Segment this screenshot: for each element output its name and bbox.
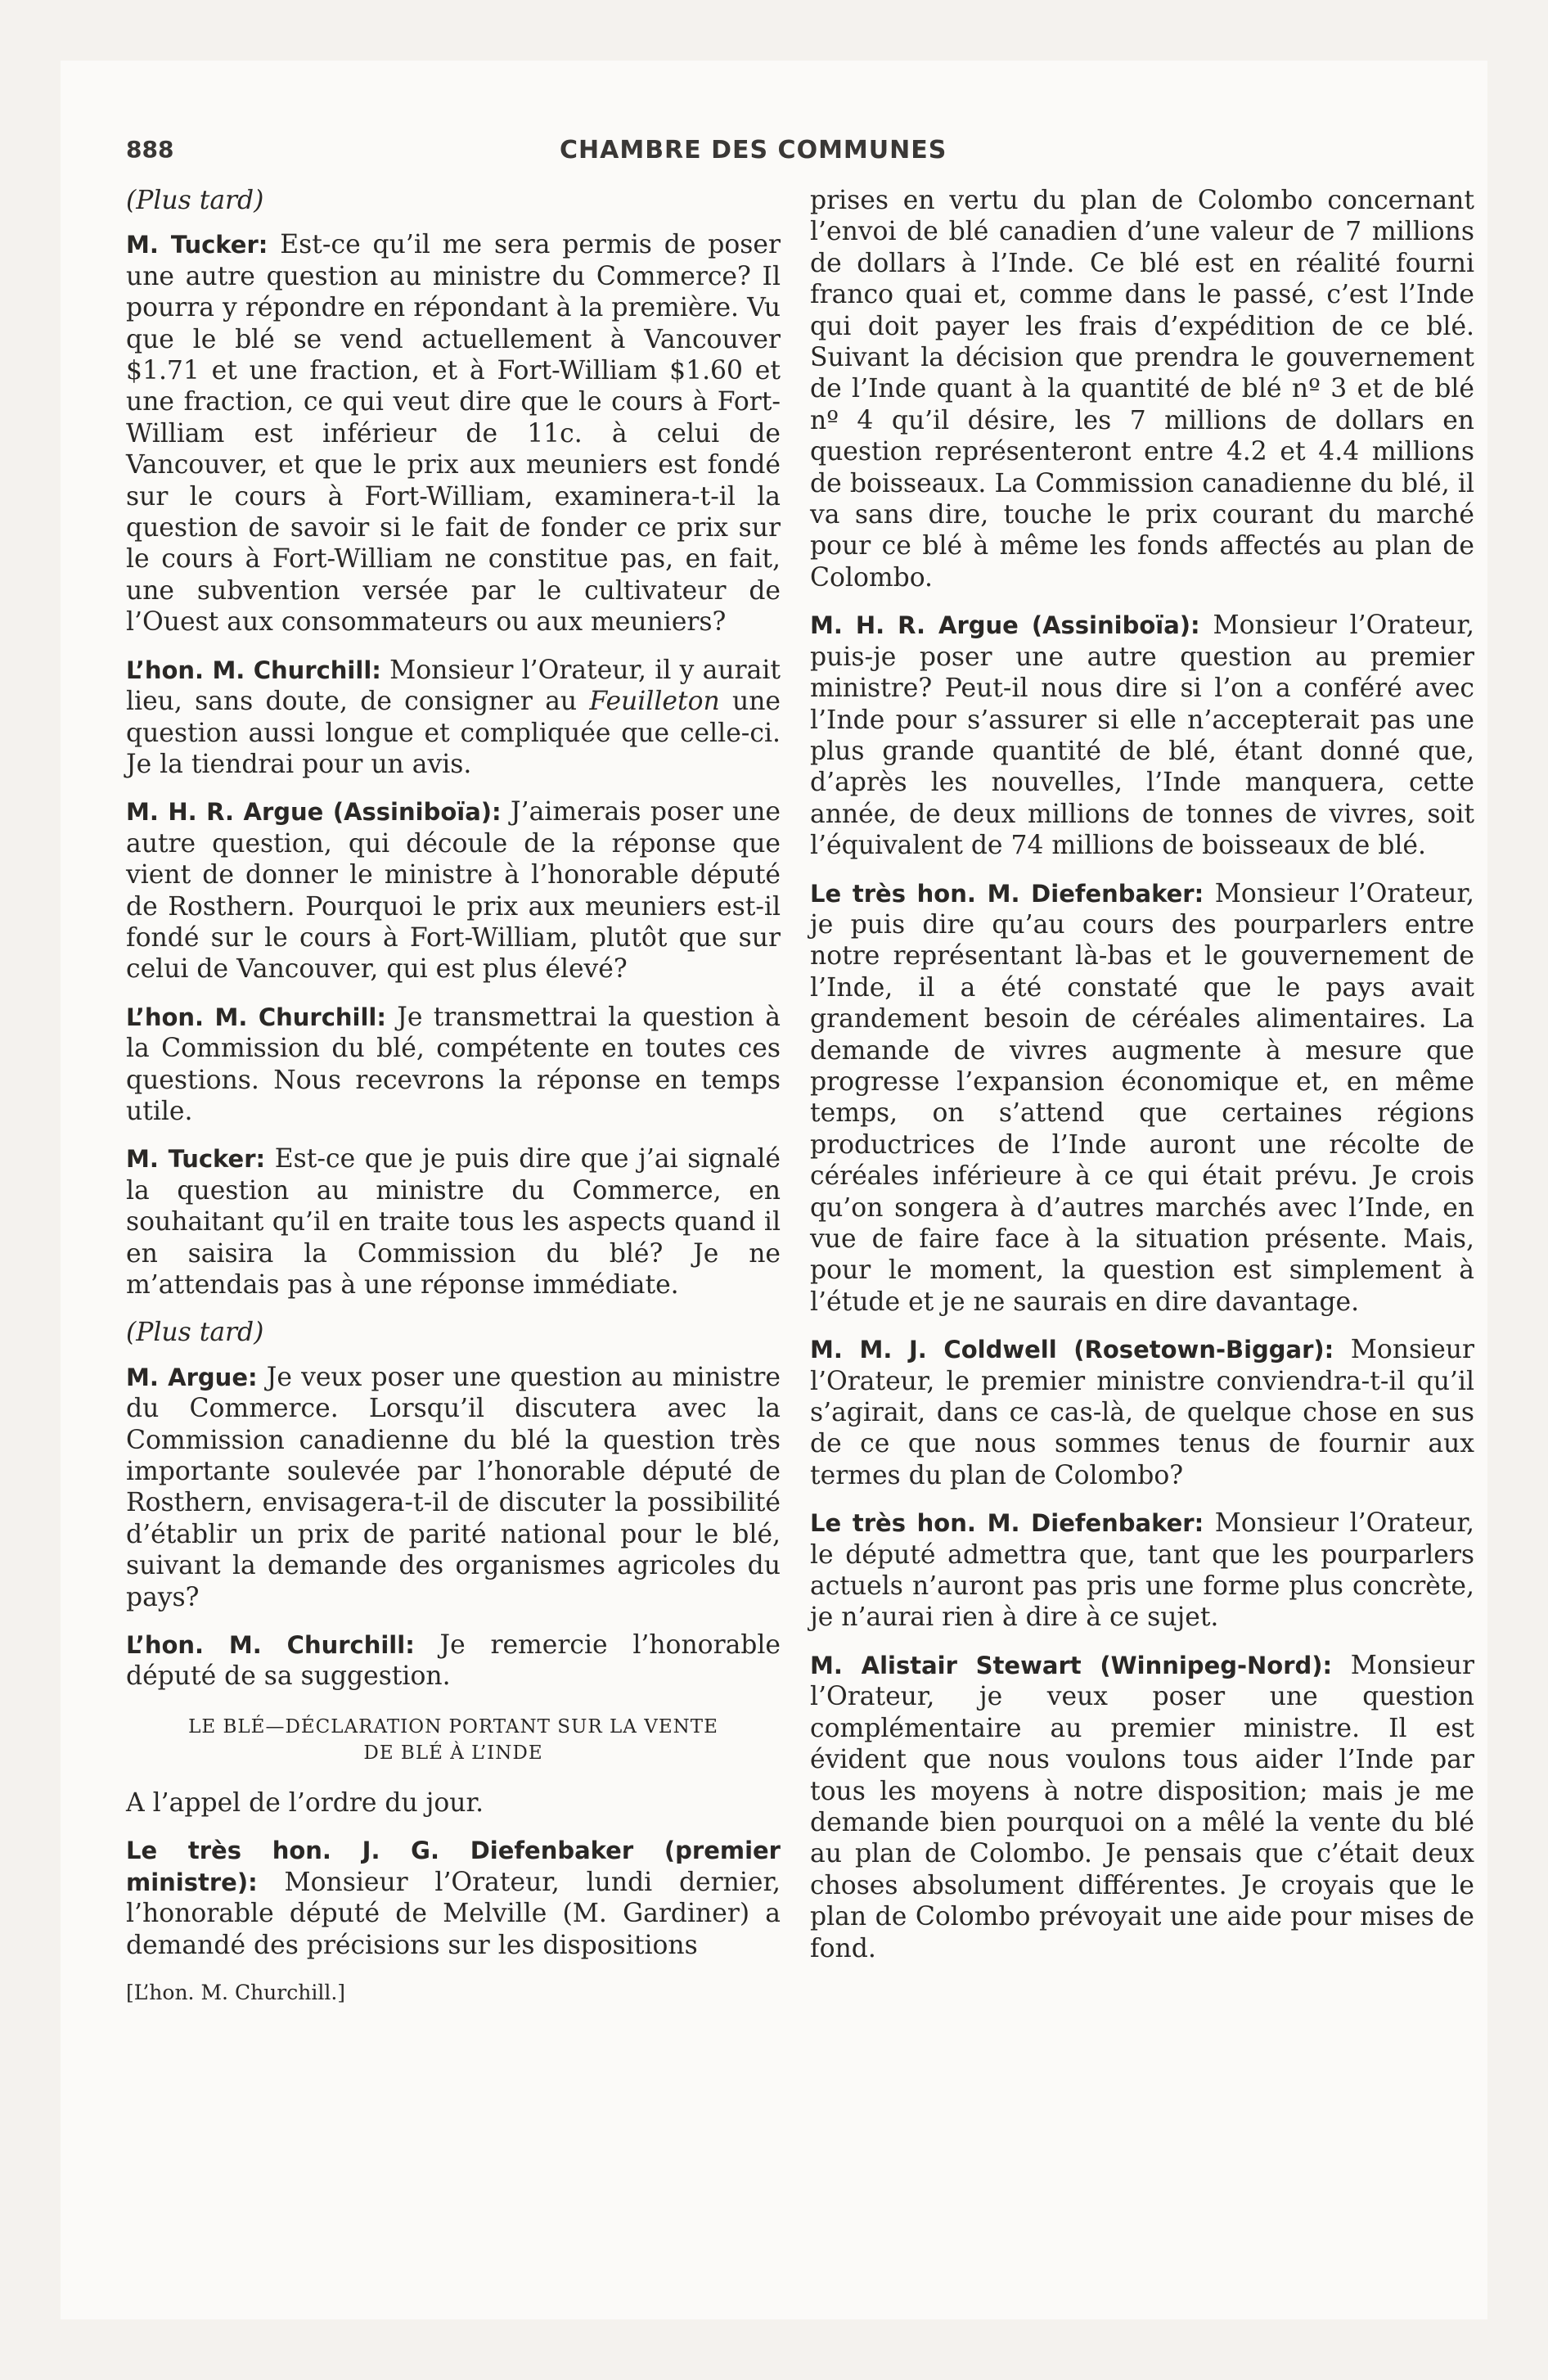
speaker-name: M. H. R. Argue (Assiniboïa): — [810, 611, 1200, 640]
paragraph — [810, 610, 1474, 861]
paragraph-text: Monsieur l’Orateur, lundi dernier, l’honorable député de Melville (M. Gardiner) a demandé des précisions sur les dispositions — [126, 1867, 781, 1960]
paragraph — [126, 1143, 781, 1300]
paragraph-text: Est-ce qu’il me sera permis de poser une autre question au ministre du Commerce? Il pourra y répondre en répondant à la première. Vu que le blé se vend actuellement à Vancouver $1.71 et une fraction, et à Fort-William $1.60 et une fraction, ce qui veut dire que le cours à Fort-William est inférieur de 11c. à celui de Vancouver, et que le prix aux meuniers est fondé sur le cours à Fort-William, examinera-t-il la question de savoir si le fait de fonder ce prix sur le cours à Fort-William ne constitue pas, en fait, une subvention versée par le cultivateur de l’Ouest aux consommateurs ou aux meuniers? — [126, 230, 781, 638]
speaker-name: L’hon. M. Churchill: — [126, 1003, 386, 1031]
paragraph — [810, 878, 1474, 1318]
section-heading-line: DE BLÉ À L’INDE — [363, 1742, 543, 1764]
paragraph — [126, 1629, 781, 1693]
paragraph-text: Monsieur l’Orateur, je veux poser une question complémentaire au premier ministre. Il est évident que nous voulons tous aider l’Inde par tous les moyens à notre disposition; mais je me demande bien pourquoi on a mêlé la vente du blé au plan de Colombo. Je pensais que c’était deux choses absolument différentes. Je croyais que le plan de Colombo prévoyait une aide pour mises de fond. — [810, 1650, 1474, 1963]
paragraph — [126, 1362, 781, 1613]
section-heading-line: LE BLÉ—DÉCLARATION PORTANT SUR LA VENTE — [188, 1715, 718, 1738]
paragraph-text: Monsieur l’Orateur, je puis dire qu’au cours des pourparlers entre notre représentant là-bas et le gouvernement de l’Inde, il a été constaté que le pays avait grandement besoin de céréales alimentaires. La demande de vivres augmente à mesure que progresse l’expansion économique et, en même temps, on s’attend que certaines régions productrices de l’Inde auront une récolte de céréales inférieure à ce qui était prévu. Je crois qu’on songera à d’autres marchés avec l’Inde, en vue de faire face à la situation présente. Mais, pour le moment, la question est simplement à l’étude et je ne saurais en dire davantage. — [810, 878, 1475, 1317]
paragraph — [810, 1508, 1474, 1634]
page-footer: [L’hon. M. Churchill.] — [126, 1980, 346, 2004]
paragraph — [810, 1334, 1474, 1491]
right-column — [810, 185, 1474, 1981]
speaker-name: M. Tucker: — [126, 231, 268, 259]
paragraph-text: Je veux poser une question au ministre du Commerce. Lorsqu’il discutera avec la Commission canadienne du blé la question très importante soulevée par l’honorable député de Rosthern, envisagera-t-il de discuter la possibilité d’établir un prix de parité national pour le blé, suivant la demande des organismes agricoles du pays? — [126, 1362, 781, 1612]
paragraph — [126, 1835, 781, 1961]
speaker-name: Le très hon. M. Diefenbaker: — [810, 1509, 1204, 1538]
speaker-name: M. Alistair Stewart (Winnipeg-Nord): — [810, 1651, 1333, 1679]
paragraph — [126, 655, 781, 781]
paragraph — [126, 796, 781, 985]
speaker-name: L’hon. M. Churchill: — [126, 656, 381, 684]
section-heading — [126, 1714, 781, 1766]
paragraph-text: Monsieur l’Orateur, puis-je poser une autre question au premier ministre? Peut-il nous dire si l’on a conféré avec l’Inde pour s’assurer si elle n’accepterait pas une plus grande quantité de blé, étant donné que, d’après les nouvelles, l’Inde manquera, cette année, de deux millions de tonnes de vivres, soit l’équivalent de 74 millions de boisseaux de blé. — [810, 611, 1474, 861]
paragraph-text: Monsieur l’Orateur, il y aurait lieu, sans doute, de consigner au — [126, 655, 781, 717]
speaker-name: L’hon. M. Churchill: — [126, 1631, 415, 1660]
paragraph-text: Je transmettrai la question à la Commission du blé, compétente en toutes ces questions. Nous recevrons la réponse en temps utile. — [126, 1002, 781, 1126]
paragraph — [126, 229, 781, 638]
running-head: CHAMBRE DES COMMUNES — [560, 136, 947, 165]
paragraph: A l’appel de l’ordre du jour. — [126, 1787, 484, 1818]
paragraph — [126, 1002, 781, 1128]
left-column — [126, 185, 781, 2008]
speaker-name: M. H. R. Argue (Assiniboïa): — [126, 798, 502, 827]
paragraph-text: Monsieur l’Orateur, le premier ministre conviendra-t-il qu’il s’agirait, dans ce cas-là, de quelque chose en sus de ce que nous sommes tenus de fournir aux termes du plan de Colombo? — [810, 1335, 1474, 1490]
paragraph — [810, 1650, 1474, 1964]
stage-direction: (Plus tard) — [126, 186, 264, 215]
speaker-name: Le très hon. J. G. Diefenbaker (premier ministre): — [126, 1837, 781, 1896]
paragraph-text: Est-ce que je puis dire que j’ai signalé la question au ministre du Commerce, en souhaitant qu’il en traite tous les aspects quand il en saisira la Commission du blé? Je ne m’attendais pas à une réponse immédiate. — [126, 1144, 781, 1300]
stage-direction: (Plus tard) — [126, 1318, 264, 1348]
speaker-name: M. Argue: — [126, 1363, 258, 1391]
speaker-name: M. Tucker: — [126, 1145, 266, 1174]
speaker-name: M. M. J. Coldwell (Rosetown-Biggar): — [810, 1336, 1334, 1364]
paragraph: prises en vertu du plan de Colombo concernant l’envoi de blé canadien d’une valeur de 7 millions de dollars à l’Inde. Ce blé est en réalité fourni franco quai et, comme dans le passé, c’est l’Inde qui doit payer les frais d’expédition de ce blé. Suivant la décision que prendra le gouvernement de l’Inde quant à la quantité de blé nº 3 et de blé nº 4 qu’il désire, les 7 millions de dollars en question représenteront entre 4.2 et 4.4 millions de boisseaux. La Commission canadienne du blé, il va sans dire, touche le prix courant du marché pour ce blé à même les fonds affectés au plan de Colombo. — [810, 186, 1474, 593]
paragraph-text: J’aimerais poser une autre question, qui découle de la réponse que vient de donner le ministre à l’honorable député de Rosthern. Pourquoi le prix aux meuniers est-il fondé sur le cours à Fort-William, plutôt que sur celui de Vancouver, qui est plus élevé? — [126, 797, 781, 985]
paragraph-text: une question aussi longue et compliquée que celle-ci. Je la tiendrai pour un avis. — [126, 687, 781, 779]
paragraph-text: Je remercie l’honorable député de sa suggestion. — [126, 1630, 781, 1692]
page-number: 888 — [126, 136, 174, 163]
italic-text: Feuilleton — [589, 687, 720, 717]
speaker-name: Le très hon. M. Diefenbaker: — [810, 879, 1204, 908]
paragraph-text: Monsieur l’Orateur, le député admettra que, tant que les pourparlers actuels n’auront pas pris une forme plus concrète, je n’aurai rien à dire à ce sujet. — [810, 1508, 1475, 1633]
